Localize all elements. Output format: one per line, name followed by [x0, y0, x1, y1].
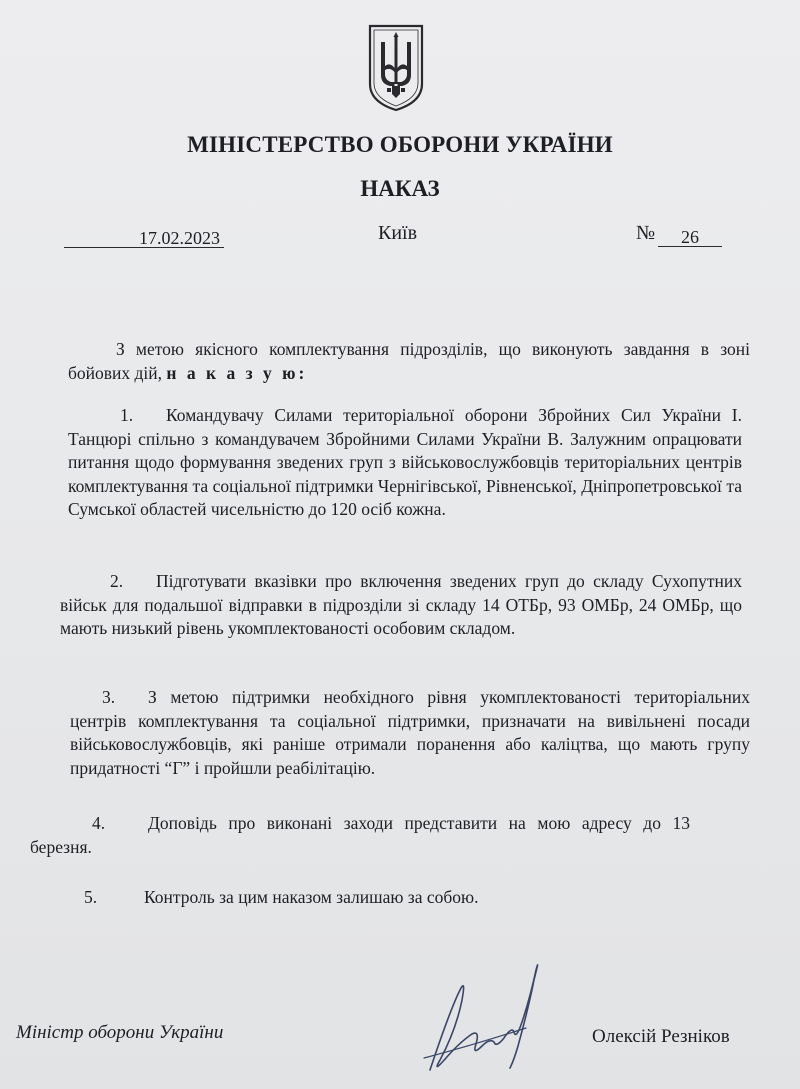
item-text: Контроль за цим наказом залишаю за собою. [144, 887, 479, 907]
handwritten-signature [410, 950, 560, 1080]
order-item-1 [68, 404, 742, 522]
item-text: Підготувати вказівки про включення зведених груп до складу Сухопутних військ для подальшої відправки в підрозділи зі складу 14 ОТБр, 93 ОМБр, 24 ОМБр, що мають низький рівень укомплектованості особовим складом. [60, 571, 742, 638]
item-number: 5. [84, 887, 98, 907]
item-number: 3. [102, 687, 116, 707]
order-item-3 [70, 686, 750, 780]
date-value: 17.02.2023 [64, 229, 224, 248]
item-text: Командувачу Силами територіальної оборони Збройних Сил України І. Танцюрі спільно з командувачем Збройними Силами України В. Залужним опрацювати питання щодо формування зведених груп з військовослужбовців територіальних центрів комплектування та соціальної підтримки Чернігівської, Рівненської, Дніпропетровської та Сумської областей чисельністю до 120 осіб кожна. [68, 405, 742, 519]
document-date [64, 228, 224, 249]
number-sign: № [636, 222, 656, 244]
item-text: Доповідь про виконані заходи представити на мою адресу до 13 березня. [30, 813, 690, 857]
preamble-paragraph [68, 338, 750, 385]
order-word: н а к а з у ю: [166, 362, 308, 383]
item-number: 2. [110, 571, 124, 591]
preamble-text: З метою якісного комплектування підрозділів, що виконують завдання в зоні бойових дій, [68, 339, 750, 383]
order-item-5 [30, 886, 720, 910]
document-number: 26 [658, 228, 722, 247]
item-number: 1. [120, 405, 134, 425]
document-city: Київ [378, 222, 418, 244]
item-number: 4. [92, 813, 106, 833]
document-type: НАКАЗ [360, 176, 440, 201]
item-text: З метою підтримки необхідного рівня укомплектованості територіальних центрів комплектування та соціальної підтримки, призначати на вивільнені посади військовослужбовців, які раніше отримали поранення або каліцтва, що мають групу придатності “Г” і пройшли реабілітацію. [70, 687, 750, 778]
order-item-4 [30, 812, 690, 859]
signatory-position: Міністр оборони України [16, 1022, 224, 1043]
ministry-title: МІНІСТЕРСТВО ОБОРОНИ УКРАЇНИ [187, 132, 613, 157]
trident-emblem-icon [366, 22, 426, 112]
order-item-2 [60, 570, 742, 641]
signatory-name: Олексій Резніков [592, 1026, 730, 1047]
